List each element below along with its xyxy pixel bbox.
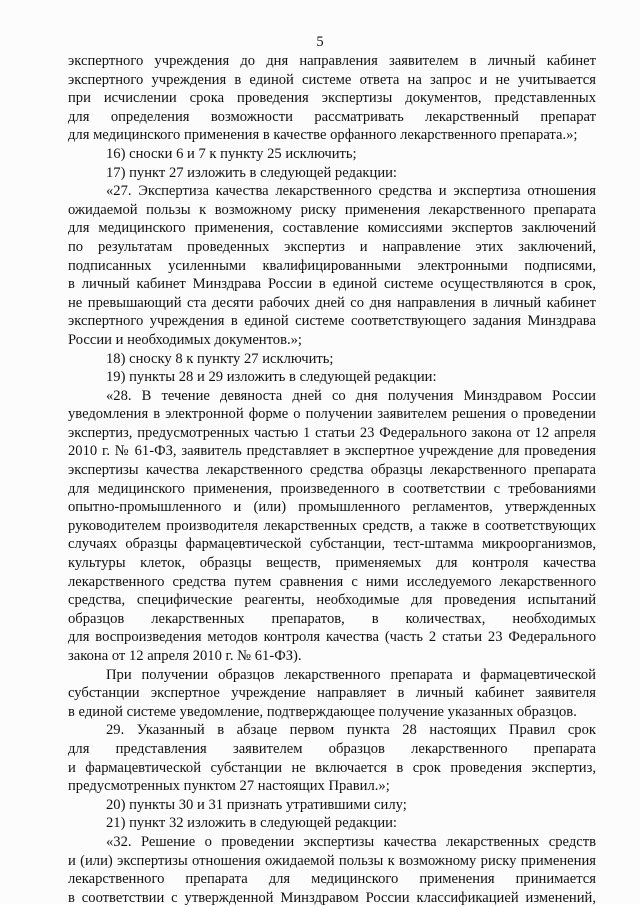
text-line: экспертизы качества лекарственного средства образцы лекарственного препарата [68,462,596,479]
page-number: 5 [316,34,324,50]
text-line: При получении образцов лекарственного препарата и фармацевтической [106,666,596,683]
text-line: случаях образцы фармацевтической субстанции, тест-штамма микроорганизмов, [68,536,596,553]
text-line: экспертного учреждения в единой системе соответствующего задания Минздрава [68,313,596,330]
text-line: 29. Указанный в абзаце первом пункта 28 настоящих Правил срок [106,722,596,739]
text-line: руководителем производителя лекарственных средств, а также в соответствующих [68,517,596,534]
text-line: 18) сноску 8 к пункту 27 исключить; [106,350,334,367]
text-line: 2010 г. № 61-ФЗ, заявитель представляет в экспертное учреждение для проведения [68,443,596,460]
text-line: 16) сноски 6 и 7 к пункту 25 исключить; [106,145,357,162]
text-line: и фармацевтической субстанции не включается в срок проведения экспертиз, [68,759,596,776]
text-line: 17) пункт 27 изложить в следующей редакции: [106,164,397,181]
text-line: для представления заявителем образцов лекарственного препарата [68,740,596,757]
text-line: и (или) экспертизы отношения ожидаемой пользы к возможному риску применения [68,852,596,869]
text-line: в соответствии с утвержденной Минздравом России классификацией изменений, [68,889,596,906]
text-line: закона от 12 апреля 2010 г. № 61-ФЗ). [68,648,302,664]
text-line: не превышающий ста десяти рабочих дней со дня направления в личный кабинет [68,294,596,311]
text-line: для воспроизведения методов контроля качества (часть 2 статьи 23 Федерального [68,629,596,646]
text-line: «28. В течение девяноста дней со дня получения Минздравом России [106,387,596,404]
text-line: «32. Решение о проведении экспертизы качества лекарственных средств [106,833,596,850]
text-line: в личный кабинет Минздрава России в единой системе осуществляются в срок, [68,276,596,293]
text-line: России и необходимых документов.»; [68,331,302,348]
text-line: культуры клеток, образцы веществ, применяемых для контроля качества [68,555,596,572]
text-line: экспертного учреждения до дня направления заявителем в личный кабинет [68,53,596,69]
text-line: при исчислении срока проведения экспертизы документов, представленных [68,90,596,107]
text-line: подписанных усиленными квалифицированными электронными подписями, [68,257,596,274]
text-line: предусмотренных пунктом 27 настоящих Правил.»; [68,778,390,795]
text-line: средства, специфические реагенты, необходимые для проведения испытаний [68,592,596,609]
text-line: лекарственного препарата для медицинского применения принимается [68,871,596,888]
text-line: для медицинского применения в качестве орфанного лекарственного препарата.»; [68,127,578,144]
text-line: по результатам проведенных экспертиз и направление этих заключений, [68,238,596,255]
text-line: 21) пункт 32 изложить в следующей редакции: [106,815,397,832]
text-line: экспертиз, предусмотренных частью 1 статьи 23 Федерального закона от 12 апреля [68,424,596,441]
text-line: в единой системе уведомление, подтверждающее получение указанных образцов. [68,703,577,720]
document-body [68,52,596,907]
text-line: для медицинского применения, составление комиссиями экспертов заключений [68,220,596,237]
text-line: лекарственного средства путем сравнения с ними исследуемого лекарственного [68,573,596,590]
text-line: субстанции экспертное учреждение направляет в личный кабинет заявителя [68,685,596,702]
text-line: для определения возможности рассматривать лекарственный препарат [68,108,596,125]
text-line: «27. Экспертиза качества лекарственного средства и экспертиза отношения [106,183,596,200]
text-line: 19) пункты 28 и 29 изложить в следующей редакции: [106,369,437,386]
text-line: образцов лекарственных препаратов, в количествах, необходимых [68,610,596,627]
text-line: уведомления в электронной форме о получении заявителем решения о проведении [68,406,596,423]
text-line: опытно-промышленного и (или) промышленного регламентов, утвержденных [68,499,596,516]
text-line: ожидаемой пользы к возможному риску применения лекарственного препарата [68,201,596,218]
text-line: экспертного учреждения в единой системе ответа на запрос и не учитывается [68,71,596,88]
text-line: для медицинского применения, произведенного в соответствии с требованиями [68,480,596,497]
text-line: 20) пункты 30 и 31 признать утратившими силу; [106,796,407,813]
